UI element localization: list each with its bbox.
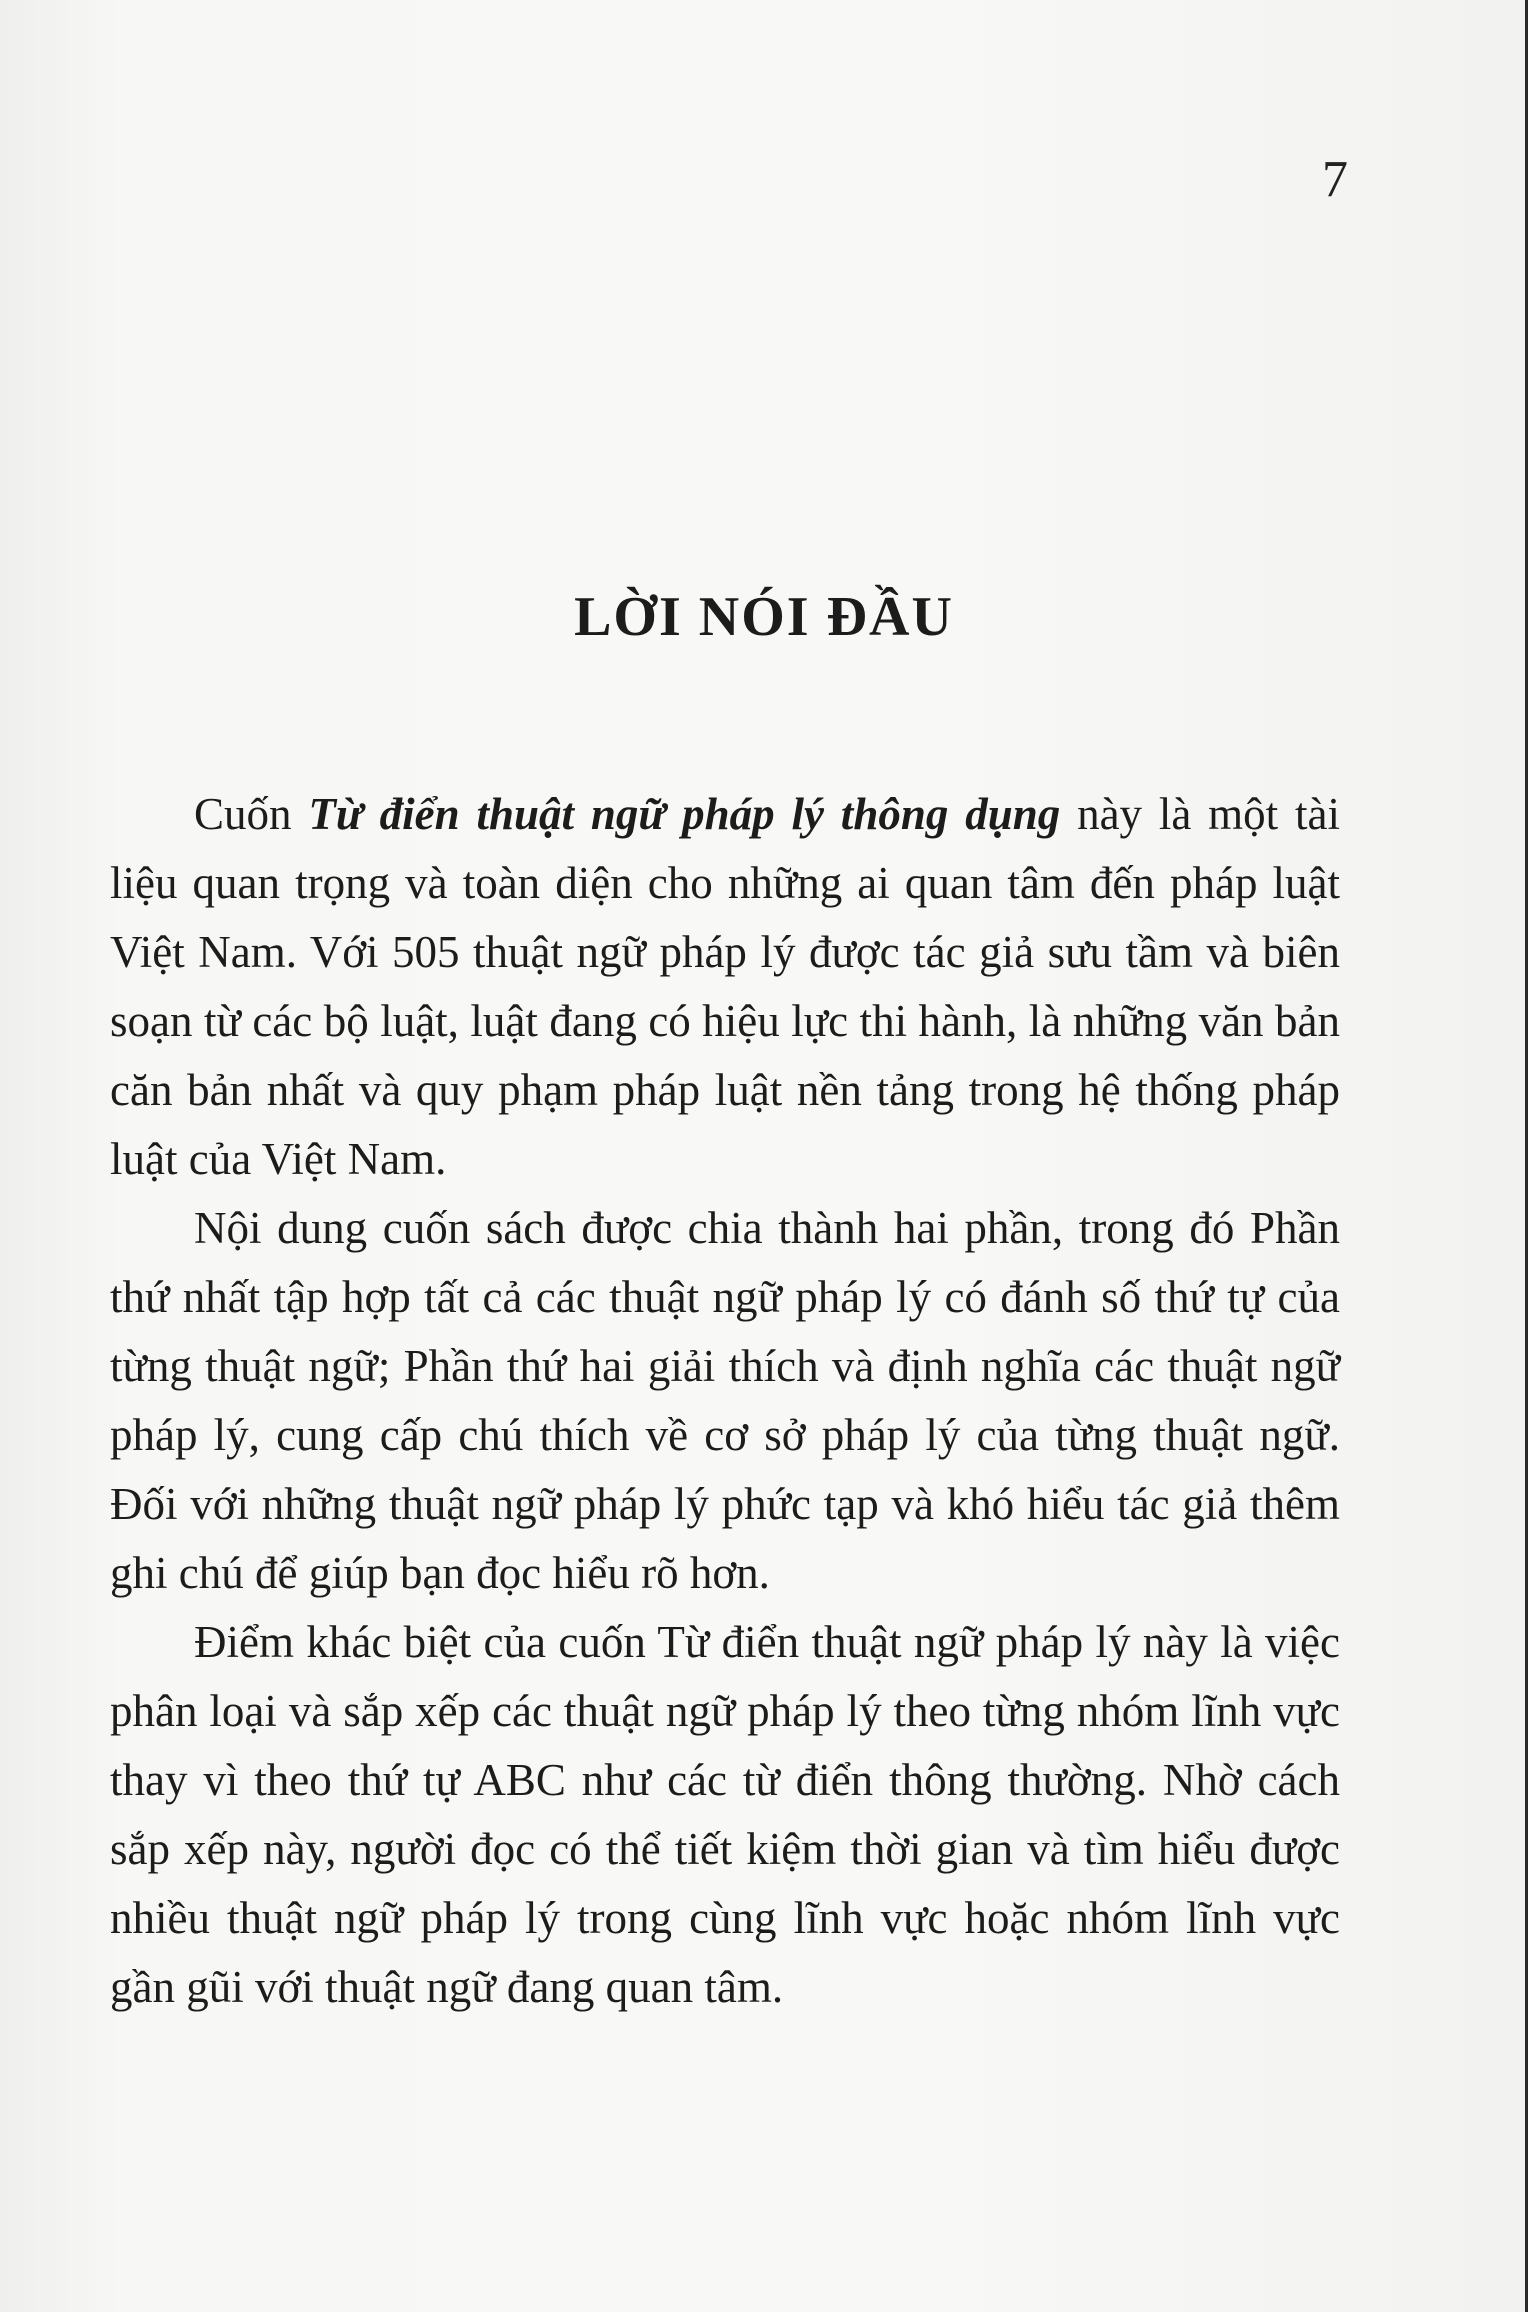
paragraph-2: Nội dung cuốn sách được chia thành hai phần, trong đó Phần thứ nhất tập hợp tất cả các thuật ngữ pháp lý có đánh số thứ tự của từng thuật ngữ; Phần thứ hai giải thích và định nghĩa các thuật ngữ pháp lý, cung cấp chú thích về cơ sở pháp lý của từng thuật ngữ. Đối với những thuật ngữ pháp lý phức tạp và khó hiểu tác giả thêm ghi chú để giúp bạn đọc hiểu rõ hơn.: [110, 1203, 1340, 1598]
paragraph-1-intro: Cuốn: [194, 789, 309, 839]
body-text: [110, 780, 1340, 2022]
page-number: 7: [1322, 151, 1348, 208]
paragraph-1: [110, 780, 1340, 1194]
book-title: Từ điển thuật ngữ pháp lý thông dụng: [308, 789, 1061, 839]
paragraph-1-rest: này là một tài liệu quan trọng và toàn diện cho những ai quan tâm đến pháp luật Việt Nam. Với 505 thuật ngữ pháp lý được tác giả sưu tầm và biên soạn từ các bộ luật, luật đang có hiệu lực thi hành, là những văn bản căn bản nhất và quy phạm pháp luật nền tảng trong hệ thống pháp luật của Việt Nam.: [110, 789, 1340, 1184]
paragraph-3: Điểm khác biệt của cuốn Từ điển thuật ngữ pháp lý này là việc phân loại và sắp xếp các thuật ngữ pháp lý theo từng nhóm lĩnh vực thay vì theo thứ tự ABC như các từ điển thông thường. Nhờ cách sắp xếp này, người đọc có thể tiết kiệm thời gian và tìm hiểu được nhiều thuật ngữ pháp lý trong cùng lĩnh vực hoặc nhóm lĩnh vực gần gũi với thuật ngữ đang quan tâm.: [110, 1617, 1340, 2012]
page-title: LỜI NÓI ĐẦU: [574, 586, 954, 648]
